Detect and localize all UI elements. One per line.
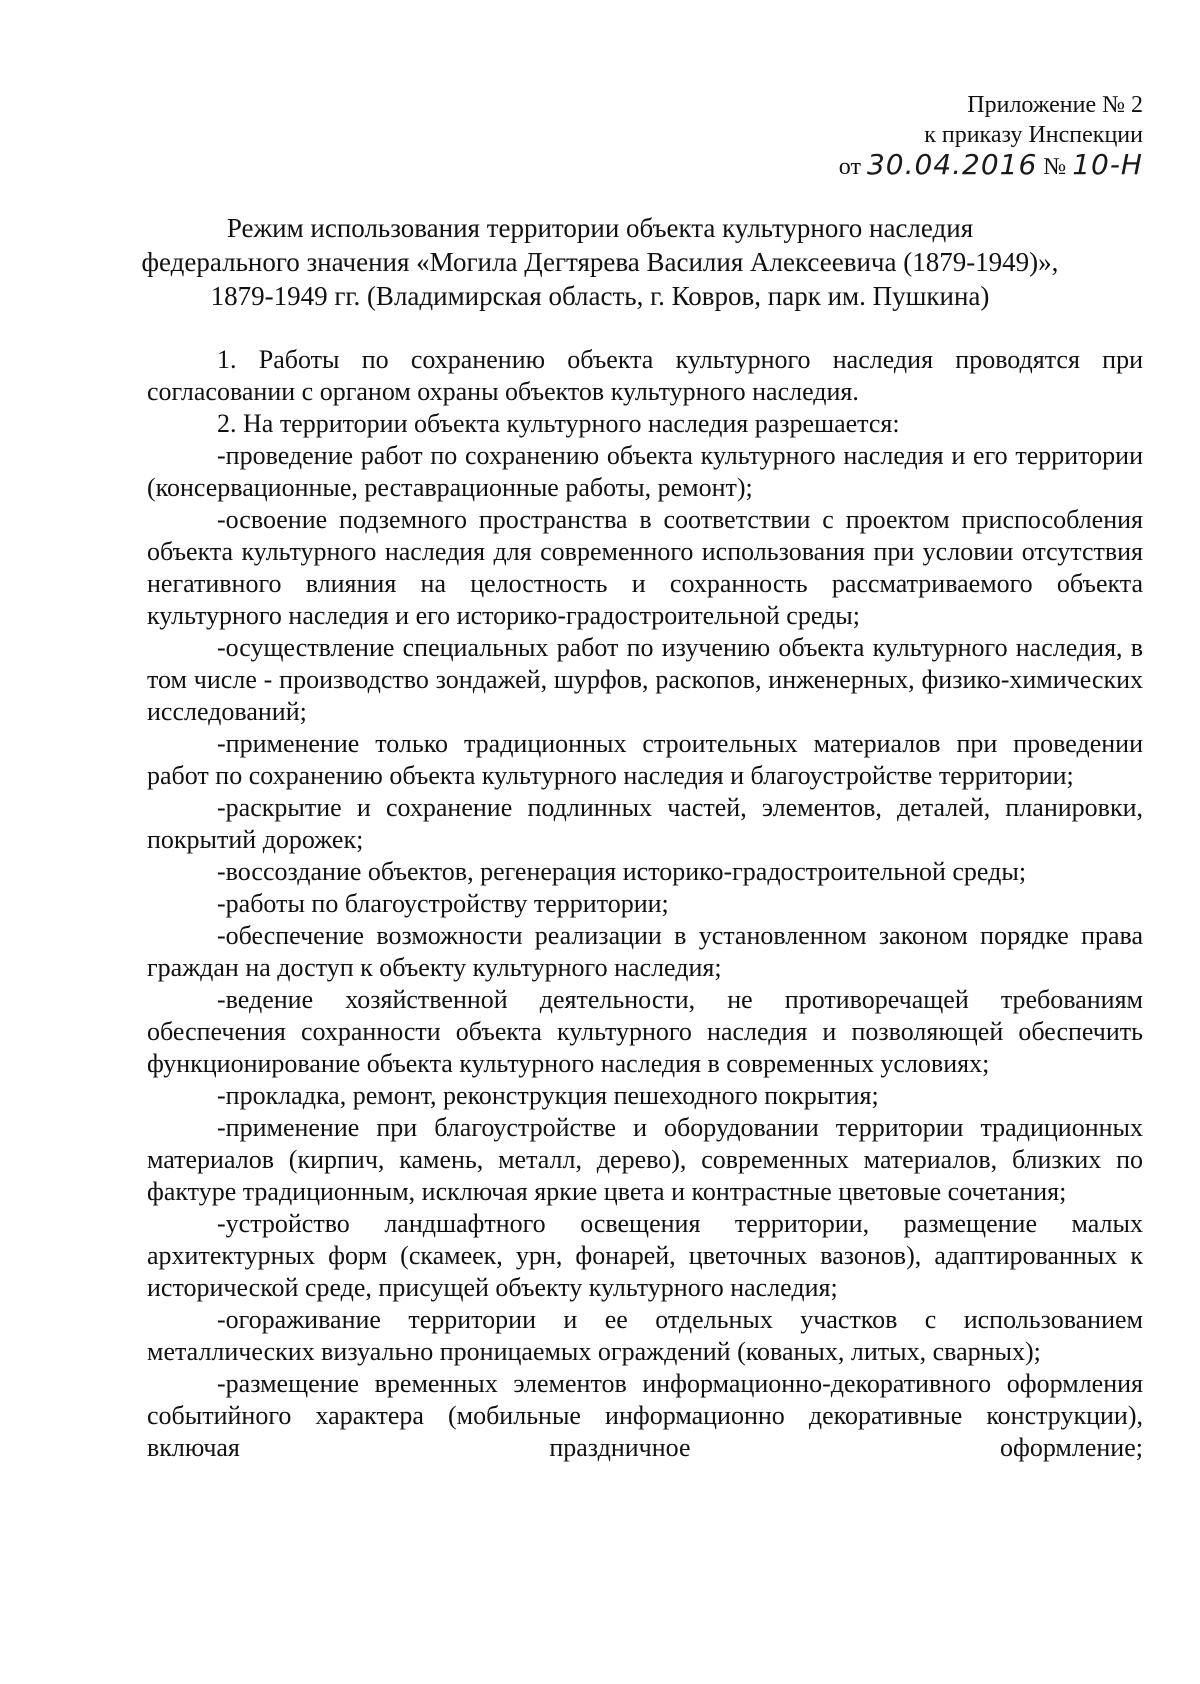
- paragraph-2: 2. На территории объекта культурного наследия разрешается:: [217, 409, 900, 438]
- list-item: -обеспечение возможности реализации в установленном законом порядке права граждан на доступ к объекту культурного наследия;: [147, 921, 1143, 982]
- order-date-line: [839, 150, 1143, 182]
- appendix-header: [839, 90, 1143, 182]
- list-item: -раскрытие и сохранение подлинных частей, элементов, деталей, планировки, покрытий дорожек;: [147, 793, 1143, 854]
- title-line-1: Режим использования территории объекта культурного наследия: [226, 213, 974, 243]
- document-title: [120, 211, 1080, 313]
- list-item: -устройство ландшафтного освещения территории, размещение малых архитектурных форм (скамеек, урн, фонарей, цветочных вазонов), адаптированных к исторической среде, присущей объекту культурного наследия;: [147, 1209, 1143, 1302]
- list-item: -огораживание территории и ее отдельных участков с использованием металлических визуально проницаемых ограждений (кованых, литых, сварных);: [147, 1305, 1143, 1366]
- date-prefix: от: [838, 154, 861, 180]
- paragraph-1: 1. Работы по сохранению объекта культурного наследия проводятся при согласовании с органом охраны объектов культурного наследия.: [147, 345, 1143, 406]
- order-reference: к приказу Инспекции: [924, 122, 1143, 148]
- list-item: -работы по благоустройству территории;: [217, 889, 669, 918]
- handwritten-date: 30.04.2016: [866, 148, 1038, 181]
- list-item: -проведение работ по сохранению объекта культурного наследия и его территории (консервационные, реставрационные работы, ремонт);: [147, 441, 1143, 502]
- title-line-3: 1879-1949 гг. (Владимирская область, г. Ковров, парк им. Пушкина): [210, 281, 990, 311]
- list-item: -применение только традиционных строительных материалов при проведении работ по сохранению объекта культурного наследия и благоустройстве территории;: [147, 729, 1143, 790]
- list-item: -освоение подземного пространства в соответствии с проектом приспособления объекта культурного наследия для современного использования при условии отсутствия негативного влияния на целостность и сохранность рассматриваемого объекта культурного наследия и его историко-градостроительной среды;: [147, 505, 1143, 630]
- list-item: -прокладка, ремонт, реконструкция пешеходного покрытия;: [217, 1081, 879, 1110]
- title-line-2: федерального значения «Могила Дегтярева Василия Алексеевича (1879-1949)»,: [141, 247, 1059, 277]
- number-label: №: [1043, 154, 1067, 180]
- list-item: -осуществление специальных работ по изучению объекта культурного наследия, в том числе - производство зондажей, шурфов, раскопов, инженерных, физико-химических исследований;: [147, 633, 1143, 726]
- appendix-number: Приложение № 2: [967, 92, 1143, 118]
- list-item: -ведение хозяйственной деятельности, не противоречащей требованиям обеспечения сохранности объекта культурного наследия и позволяющей обеспечить функционирование объекта культурного наследия в современных условиях;: [147, 985, 1143, 1078]
- list-item: -воссоздание объектов, регенерация историко-градостроительной среды;: [217, 857, 1027, 886]
- list-item: -размещение временных элементов информационно-декоративного оформления событийного характера (мобильные информационно декоративные конструкции), включая праздничное оформление;: [147, 1369, 1143, 1462]
- handwritten-number: 10-Н: [1072, 148, 1143, 181]
- list-item: -применение при благоустройстве и оборудовании территории традиционных материалов (кирпич, камень, металл, дерево), современных материалов, близких по фактуре традиционным, исключая яркие цвета и контрастные цветовые сочетания;: [147, 1113, 1143, 1206]
- document-body: [147, 344, 1143, 1464]
